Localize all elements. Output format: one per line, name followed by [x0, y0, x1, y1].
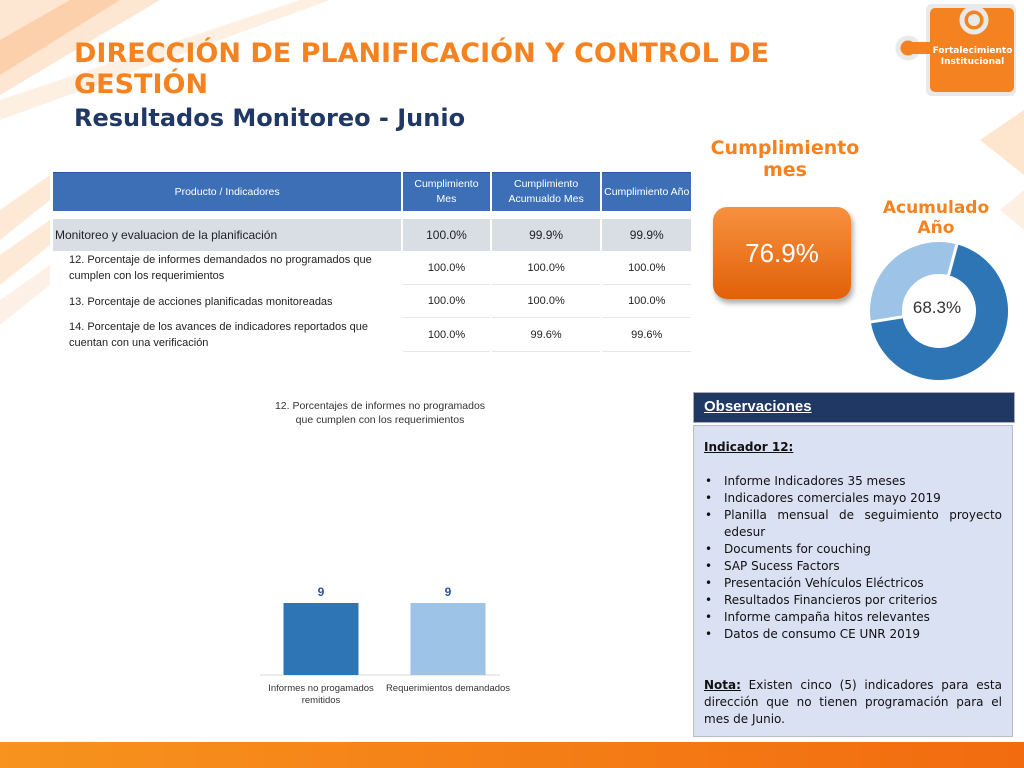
- kpi-anio-title-line1: Acumulado: [882, 198, 990, 218]
- row-mes: 100.0%: [403, 318, 490, 352]
- table-row: [53, 285, 691, 318]
- table-row: [53, 318, 691, 352]
- observaciones-title: Observaciones: [704, 398, 812, 415]
- group-mes: 100.0%: [403, 219, 490, 251]
- list-item: • Indicadores comerciales mayo 2019: [724, 490, 1002, 507]
- observaciones-panel: [693, 425, 1013, 737]
- logo-line-2: Institucional: [940, 57, 1005, 67]
- group-name: Monitoreo y evaluacion de la planificación: [53, 219, 401, 251]
- col-header-acumulado: Cumplimiento Acumualdo Mes: [492, 172, 601, 211]
- row-acum: 100.0%: [492, 251, 601, 285]
- table-group-row: [53, 219, 691, 251]
- kpi-mes-value: 76.9%: [713, 207, 851, 299]
- bar-value-label-0: 9: [317, 585, 325, 599]
- row-anio: 99.6%: [602, 318, 691, 352]
- category-label-0-0: Informes no progamados: [268, 683, 374, 694]
- row-mes: 100.0%: [403, 285, 490, 318]
- footer-bar: [0, 742, 1024, 768]
- logo-text: [925, 46, 1020, 68]
- list-item: • Datos de consumo CE UNR 2019: [724, 626, 1002, 643]
- observaciones-list: [704, 473, 1002, 643]
- kpi-anio-title: [868, 198, 1004, 238]
- col-header-mes: Cumplimiento Mes: [403, 172, 490, 211]
- list-item: • SAP Sucess Factors: [724, 558, 1002, 575]
- nota: [704, 677, 1002, 728]
- row-anio: 100.0%: [602, 285, 691, 318]
- group-anio: 99.9%: [602, 219, 691, 251]
- bar-0: [284, 603, 359, 675]
- table-row: [53, 251, 691, 285]
- bar-value-label-1: 9: [444, 585, 452, 599]
- nota-text: Existen cinco (5) indicadores para esta dirección que no tienen programación para el mes de Junio.: [704, 678, 1002, 726]
- table-header-row: [53, 172, 691, 211]
- page-subtitle: Resultados Monitoreo - Junio: [74, 104, 466, 132]
- kpi-anio-value: 68.3%: [912, 298, 962, 317]
- category-label-1-0: Requerimientos demandados: [385, 683, 511, 694]
- col-header-anio: Cumplimiento Año: [602, 172, 691, 211]
- list-item: • Presentación Vehículos Eléctricos: [724, 575, 1002, 592]
- bar-1: [411, 603, 486, 675]
- kpi-mes-title: Cumplimiento mes: [710, 137, 860, 181]
- row-name: 12. Porcentaje de informes demandados no programados que cumplen con los requerimientos: [69, 254, 372, 282]
- col-header-producto: Producto / Indicadores: [53, 172, 401, 211]
- row-mes: 100.0%: [403, 251, 490, 285]
- list-item: • Informe campaña hitos relevantes: [724, 609, 1002, 626]
- indicador-title: Indicador 12:: [704, 440, 794, 454]
- page-title: DIRECCIÓN DE PLANIFICACIÓN Y CONTROL DE GESTIÓN: [74, 38, 770, 100]
- kpi-anio-title-line2: Año: [917, 218, 955, 238]
- chart-title-line2: que cumplen con los requerimientos: [295, 414, 465, 426]
- nota-label: Nota:: [704, 678, 741, 692]
- group-acum: 99.9%: [492, 219, 601, 251]
- category-label-0-1: remitidos: [301, 695, 341, 706]
- list-item: • Resultados Financieros por criterios: [724, 592, 1002, 609]
- row-anio: 100.0%: [602, 251, 691, 285]
- list-item: • Informe Indicadores 35 meses: [724, 473, 1002, 490]
- informes-bar-chart: [250, 395, 520, 715]
- list-item: • Documents for couching: [724, 541, 1002, 558]
- observaciones-header: [693, 392, 1015, 423]
- row-name: 13. Porcentaje de acciones planificadas monitoreadas: [69, 295, 333, 308]
- indicators-table: [51, 172, 693, 352]
- row-acum: 100.0%: [492, 285, 601, 318]
- list-item: • Planilla mensual de seguimiento proyecto edesur: [724, 507, 1002, 541]
- logo-line-1: Fortalecimiento: [932, 46, 1013, 56]
- chart-title-line1: 12. Porcentajes de informes no programados: [274, 400, 486, 412]
- row-acum: 99.6%: [492, 318, 601, 352]
- row-name: 14. Porcentaje de los avances de indicadores reportados que cuentan con una verificación: [69, 321, 369, 349]
